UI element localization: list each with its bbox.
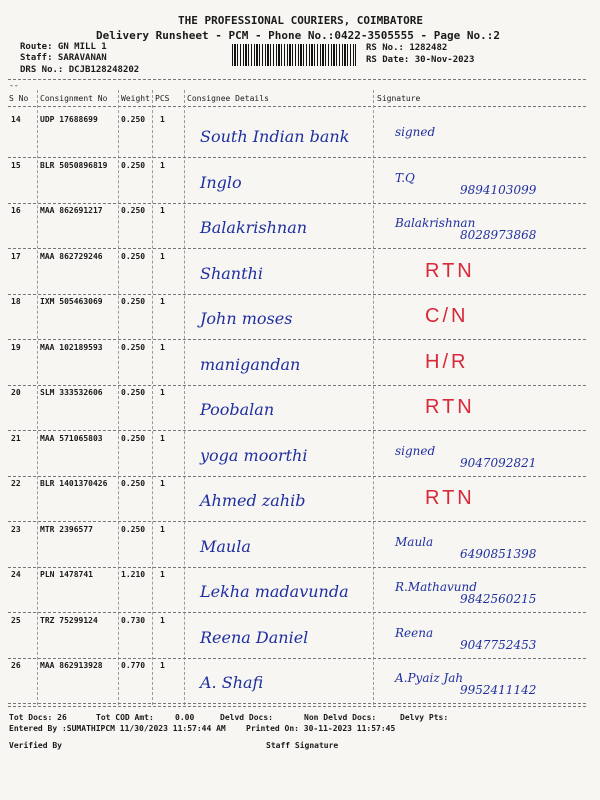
header-divider xyxy=(8,79,586,80)
row-consignment: BLR 1401370426 xyxy=(40,479,108,488)
row-pcs: 1 xyxy=(160,616,165,625)
col-signature: Signature xyxy=(377,94,421,103)
row-signature: T.Q xyxy=(395,171,415,185)
row-serial: 16 xyxy=(11,206,21,215)
row-signature: R.Mathavund xyxy=(395,580,477,594)
col-details: Consignee Details xyxy=(187,94,269,103)
row-weight: 0.730 xyxy=(121,616,146,625)
row-divider xyxy=(8,157,586,158)
divider-mark: -- xyxy=(9,81,19,90)
row-serial: 15 xyxy=(11,161,21,170)
non-delivered-docs: Non Delvd Docs: xyxy=(304,713,377,722)
row-pcs: 1 xyxy=(160,115,165,124)
row-pcs: 1 xyxy=(160,206,165,215)
row-weight: 0.250 xyxy=(121,206,146,215)
row-weight: 0.250 xyxy=(121,115,146,124)
row-consignee: Reena Daniel xyxy=(200,628,309,647)
barcode xyxy=(232,44,356,66)
row-consignee: Inglo xyxy=(200,173,242,192)
row-pcs: 1 xyxy=(160,434,165,443)
row-pcs: 1 xyxy=(160,388,165,397)
delivered-docs: Delvd Docs: xyxy=(220,713,273,722)
printed-on: Printed On: 30-11-2023 11:57:45 xyxy=(246,724,396,733)
footer-divider xyxy=(8,706,586,707)
rs-number: RS No.: 1282482 xyxy=(366,43,448,53)
row-serial: 25 xyxy=(11,616,21,625)
row-signature: Reena xyxy=(395,626,434,640)
row-consignee: Balakrishnan xyxy=(200,218,308,237)
row-divider xyxy=(8,521,586,522)
row-serial: 24 xyxy=(11,570,21,579)
row-serial: 18 xyxy=(11,297,21,306)
row-divider xyxy=(8,703,586,704)
row-consignment: MAA 102189593 xyxy=(40,343,103,352)
row-consignment: TRZ 75299124 xyxy=(40,616,98,625)
row-signature-note: 9047092821 xyxy=(460,456,537,470)
row-divider xyxy=(8,658,586,659)
row-divider xyxy=(8,339,586,340)
row-signature-note: 9047752453 xyxy=(460,638,537,652)
col-consignment: Consignment No xyxy=(40,94,108,103)
row-consignee: A. Shafi xyxy=(200,673,264,692)
row-divider xyxy=(8,385,586,386)
row-weight: 0.250 xyxy=(121,343,146,352)
row-serial: 26 xyxy=(11,661,21,670)
col-pcs: PCS xyxy=(155,94,170,103)
row-weight: 0.250 xyxy=(121,252,146,261)
entered-by: Entered By :SUMATHIPCM 11/30/2023 11:57:44 AM xyxy=(9,724,226,733)
row-serial: 20 xyxy=(11,388,21,397)
row-consignee: John moses xyxy=(200,309,293,328)
delivery-points: Delvy Pts: xyxy=(400,713,449,722)
row-pcs: 1 xyxy=(160,161,165,170)
row-divider xyxy=(8,567,586,568)
row-consignee: Lekha madavunda xyxy=(200,582,349,601)
row-signature: Balakrishnan xyxy=(395,216,476,230)
row-weight: 1.210 xyxy=(121,570,146,579)
drs-label: DRS No.: DCJB128248202 xyxy=(20,65,140,75)
row-weight: 0.250 xyxy=(121,161,146,170)
row-divider xyxy=(8,248,586,249)
row-serial: 23 xyxy=(11,525,21,534)
row-signature: signed xyxy=(395,444,436,458)
row-consignment: IXM 505463069 xyxy=(40,297,103,306)
row-consignee: Shanthi xyxy=(200,264,263,283)
row-consignment: MAA 571065803 xyxy=(40,434,103,443)
row-consignment: MAA 862729246 xyxy=(40,252,103,261)
runsheet-title: Delivery Runsheet - PCM - Phone No.:0422-3505555 - Page No.:2 xyxy=(96,29,500,42)
row-signature: signed xyxy=(395,125,436,139)
row-consignee: manigandan xyxy=(200,355,301,374)
row-consignment: PLN 1478741 xyxy=(40,570,93,579)
row-consignment: MAA 862691217 xyxy=(40,206,103,215)
total-docs: Tot Docs: 26 xyxy=(9,713,67,722)
row-weight: 0.250 xyxy=(121,525,146,534)
row-pcs: 1 xyxy=(160,343,165,352)
row-signature: RTN xyxy=(425,396,475,418)
row-signature-note: 8028973868 xyxy=(460,228,537,242)
total-cod-label: Tot COD Amt: xyxy=(96,713,154,722)
row-consignment: BLR 5050896819 xyxy=(40,161,108,170)
row-signature: H/R xyxy=(425,351,469,373)
company-title: THE PROFESSIONAL COURIERS, COIMBATORE xyxy=(178,14,424,27)
col-weight: Weight xyxy=(121,94,150,103)
staff-label: Staff: SARAVANAN xyxy=(20,53,107,63)
row-serial: 21 xyxy=(11,434,21,443)
row-signature: Maula xyxy=(395,535,434,549)
staff-signature: Staff Signature xyxy=(266,741,339,750)
row-consignment: MTR 2396577 xyxy=(40,525,93,534)
row-consignee: Ahmed zahib xyxy=(200,491,306,510)
row-signature-note: 9952411142 xyxy=(460,683,537,697)
row-weight: 0.250 xyxy=(121,479,146,488)
row-serial: 17 xyxy=(11,252,21,261)
row-consignee: Maula xyxy=(200,537,251,556)
row-consignee: Poobalan xyxy=(200,400,275,419)
row-pcs: 1 xyxy=(160,479,165,488)
row-pcs: 1 xyxy=(160,570,165,579)
row-divider xyxy=(8,294,586,295)
row-weight: 0.250 xyxy=(121,434,146,443)
route-label: Route: GN MILL 1 xyxy=(20,42,107,52)
row-serial: 19 xyxy=(11,343,21,352)
row-consignee: South Indian bank xyxy=(200,127,350,146)
row-divider xyxy=(8,203,586,204)
row-signature: C/N xyxy=(425,305,469,327)
row-pcs: 1 xyxy=(160,252,165,261)
rs-date: RS Date: 30-Nov-2023 xyxy=(366,55,475,65)
row-divider xyxy=(8,476,586,477)
row-consignment: SLM 333532606 xyxy=(40,388,103,397)
row-signature: RTN xyxy=(425,260,475,282)
row-pcs: 1 xyxy=(160,661,165,670)
column-header-divider xyxy=(8,106,586,107)
row-weight: 0.250 xyxy=(121,297,146,306)
row-signature: A.Pyaiz Jah xyxy=(395,671,464,685)
row-pcs: 1 xyxy=(160,525,165,534)
row-signature-note: 6490851398 xyxy=(460,547,537,561)
total-cod-amount: 0.00 xyxy=(175,713,195,722)
row-signature-note: 9842560215 xyxy=(460,592,537,606)
row-signature-note: 9894103099 xyxy=(460,183,537,197)
row-consignment: MAA 862913928 xyxy=(40,661,103,670)
row-consignee: yoga moorthi xyxy=(200,446,308,465)
verified-by: Verified By xyxy=(9,741,62,750)
row-serial: 22 xyxy=(11,479,21,488)
row-serial: 14 xyxy=(11,115,21,124)
row-pcs: 1 xyxy=(160,297,165,306)
row-consignment: UDP 17688699 xyxy=(40,115,98,124)
row-weight: 0.770 xyxy=(121,661,146,670)
row-divider xyxy=(8,430,586,431)
row-divider xyxy=(8,612,586,613)
row-weight: 0.250 xyxy=(121,388,146,397)
col-sno: S No xyxy=(9,94,29,103)
row-signature: RTN xyxy=(425,487,475,509)
